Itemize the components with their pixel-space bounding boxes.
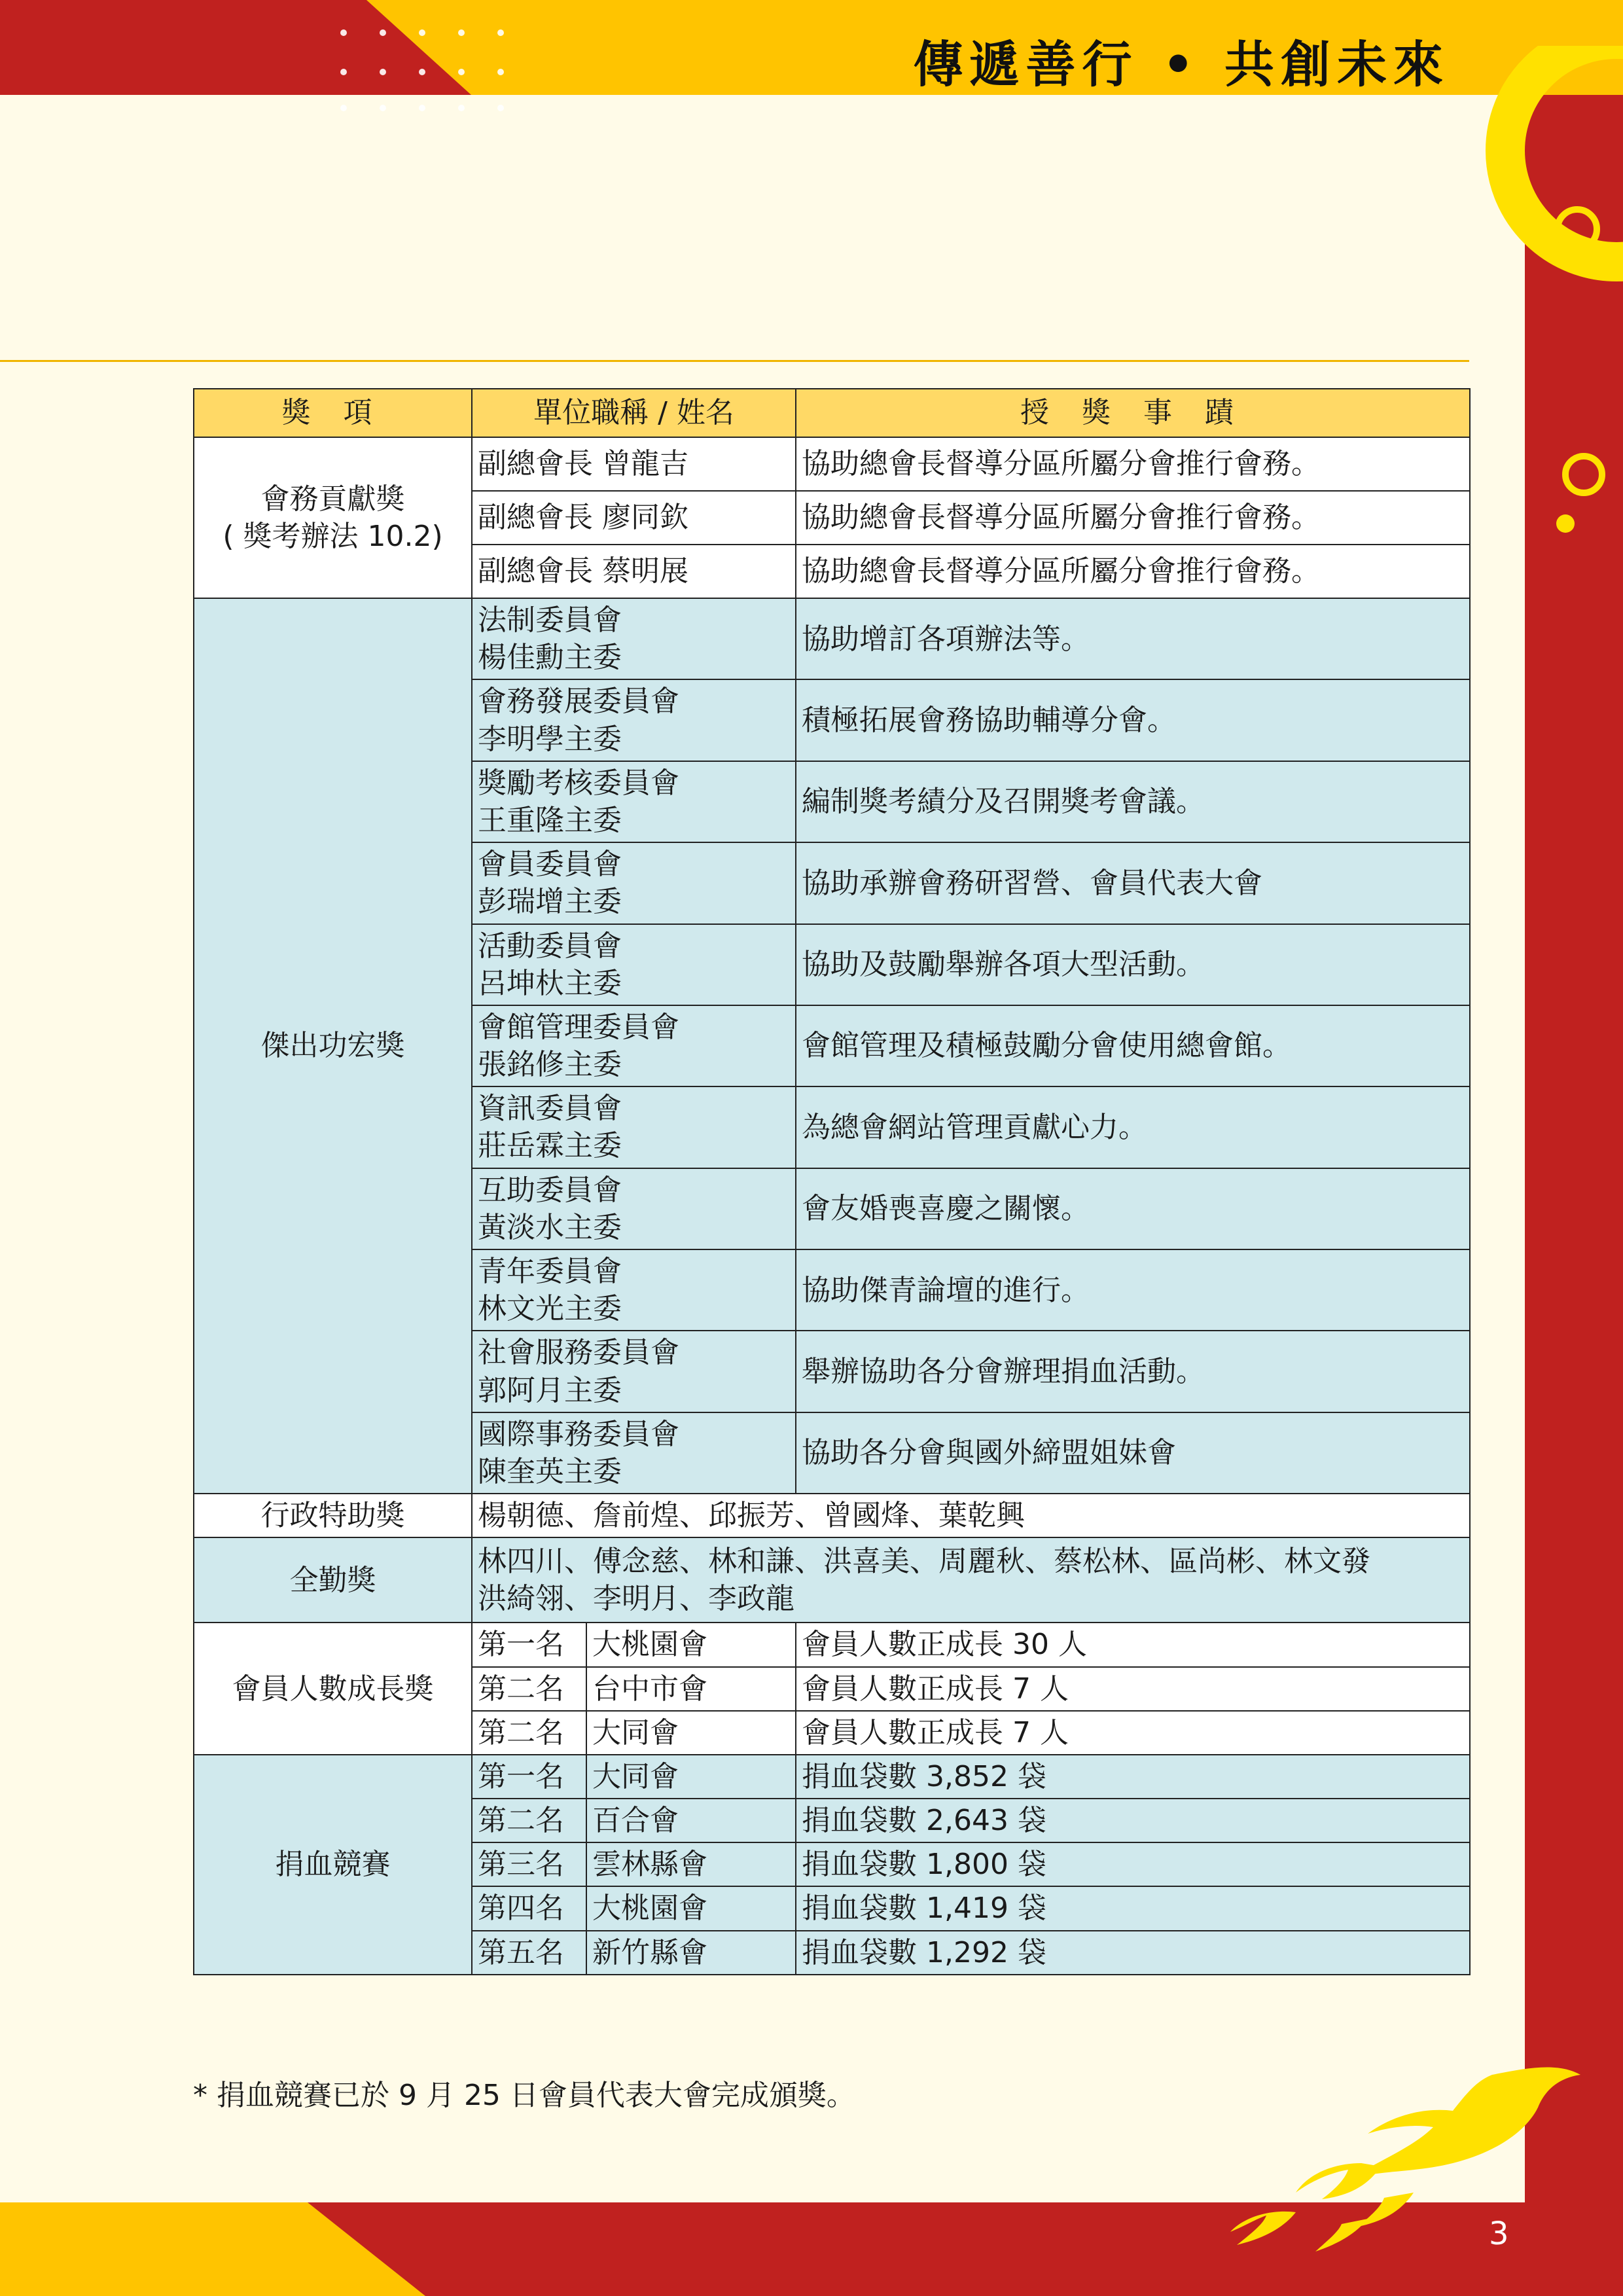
award-deed: 為總會網站管理貢獻心力。 (796, 1086, 1470, 1168)
table-header-row (194, 389, 1470, 437)
table-row (194, 1494, 1470, 1537)
award-deed: 協助總會長督導分區所屬分會推行會務。 (796, 545, 1470, 598)
recipient-name: 副總會長 廖同欽 (472, 491, 796, 545)
award-deed: 積極拓展會務協助輔導分會。 (796, 679, 1470, 761)
result: 捐血袋數 1,292 袋 (796, 1931, 1470, 1975)
table-row (194, 1755, 1470, 1799)
award-deed: 協助增訂各項辦法等。 (796, 598, 1470, 679)
column-header-name: 單位職稱 / 姓名 (472, 389, 796, 437)
column-header-deed: 授 獎 事 蹟 (796, 389, 1470, 437)
right-red-band (1525, 95, 1623, 2202)
recipient-committee: 社會服務委員會 郭阿月主委 (472, 1331, 796, 1412)
result: 捐血袋數 3,852 袋 (796, 1755, 1470, 1799)
category-attendance: 全勤獎 (194, 1537, 472, 1623)
table-row (194, 1537, 1470, 1623)
header-divider (0, 360, 1469, 362)
slogan: 傳遞善行 • 共創未來 (913, 35, 1450, 94)
ring-dot-icon (1551, 452, 1616, 543)
recipient-committee: 資訊委員會 莊岳霖主委 (472, 1086, 796, 1168)
table-row (194, 598, 1470, 679)
category-growth: 會員人數成長獎 (194, 1623, 472, 1755)
chapter: 新竹縣會 (586, 1931, 796, 1975)
footnote: * 捐血競賽已於 9 月 25 日會員代表大會完成頒獎。 (193, 2079, 855, 2112)
award-deed: 協助總會長督導分區所屬分會推行會務。 (796, 491, 1470, 545)
flying-birds-icon (1217, 2055, 1584, 2258)
recipient-committee: 青年委員會 林文光主委 (472, 1249, 796, 1331)
award-deed: 協助總會長督導分區所屬分會推行會務。 (796, 437, 1470, 491)
column-header-award: 獎 項 (194, 389, 472, 437)
award-deed: 會友婚喪喜慶之關懷。 (796, 1168, 1470, 1249)
category-outstanding: 傑出功宏獎 (194, 598, 472, 1494)
award-table (193, 388, 1471, 1975)
recipient-names: 林四川、傅念慈、林和謙、洪喜美、周麗秋、蔡松林、區尚彬、林文發 洪綺翎、李明月、李政龍 (472, 1537, 1470, 1623)
rank: 第二名 (472, 1667, 586, 1711)
recipient-committee: 國際事務委員會 陳奎英主委 (472, 1412, 796, 1494)
chapter: 台中市會 (586, 1667, 796, 1711)
recipient-committee: 會員委員會 彭瑞增主委 (472, 842, 796, 924)
table-row (194, 1623, 1470, 1666)
result: 捐血袋數 2,643 袋 (796, 1799, 1470, 1842)
chapter: 雲林縣會 (586, 1842, 796, 1886)
award-deed: 協助及鼓勵舉辦各項大型活動。 (796, 924, 1470, 1005)
rank: 第三名 (472, 1842, 586, 1886)
rank: 第四名 (472, 1886, 586, 1930)
recipient-committee: 互助委員會 黃淡水主委 (472, 1168, 796, 1249)
award-deed: 協助傑青論壇的進行。 (796, 1249, 1470, 1331)
category-contribution: 會務貢獻獎 ( 獎考辦法 10.2) (194, 437, 472, 598)
chapter: 大同會 (586, 1755, 796, 1799)
recipient-name: 副總會長 曾龍吉 (472, 437, 796, 491)
chapter: 大桃園會 (586, 1623, 796, 1666)
award-deed: 會館管理及積極鼓勵分會使用總會館。 (796, 1005, 1470, 1086)
page-number: 3 (1489, 2215, 1509, 2252)
recipient-committee: 法制委員會 楊佳勳主委 (472, 598, 796, 679)
circle-ornament-icon (1486, 46, 1623, 353)
recipient-committee: 會務發展委員會 李明學主委 (472, 679, 796, 761)
result: 捐血袋數 1,800 袋 (796, 1842, 1470, 1886)
recipient-names: 楊朝德、詹前煌、邱振芳、曾國烽、葉乾興 (472, 1494, 1470, 1537)
dot-pattern-decoration (327, 26, 524, 118)
rank: 第二名 (472, 1799, 586, 1842)
recipient-committee: 獎勵考核委員會 王重隆主委 (472, 761, 796, 842)
chapter: 大桃園會 (586, 1886, 796, 1930)
rank: 第五名 (472, 1931, 586, 1975)
result: 會員人數正成長 7 人 (796, 1667, 1470, 1711)
table-row (194, 437, 1470, 491)
chapter: 大同會 (586, 1711, 796, 1755)
recipient-committee: 活動委員會 呂坤杕主委 (472, 924, 796, 1005)
award-deed: 協助各分會與國外締盟姐妹會 (796, 1412, 1470, 1494)
result: 捐血袋數 1,419 袋 (796, 1886, 1470, 1930)
award-deed: 編制獎考績分及召開獎考會議。 (796, 761, 1470, 842)
award-deed: 舉辦協助各分會辦理捐血活動。 (796, 1331, 1470, 1412)
recipient-name: 副總會長 蔡明展 (472, 545, 796, 598)
category-admin: 行政特助獎 (194, 1494, 472, 1537)
result: 會員人數正成長 30 人 (796, 1623, 1470, 1666)
rank: 第一名 (472, 1755, 586, 1799)
category-blood-donation: 捐血競賽 (194, 1755, 472, 1975)
rank: 第一名 (472, 1623, 586, 1666)
rank: 第二名 (472, 1711, 586, 1755)
result: 會員人數正成長 7 人 (796, 1711, 1470, 1755)
recipient-committee: 會館管理委員會 張銘修主委 (472, 1005, 796, 1086)
chapter: 百合會 (586, 1799, 796, 1842)
award-deed: 協助承辦會務研習營、會員代表大會 (796, 842, 1470, 924)
